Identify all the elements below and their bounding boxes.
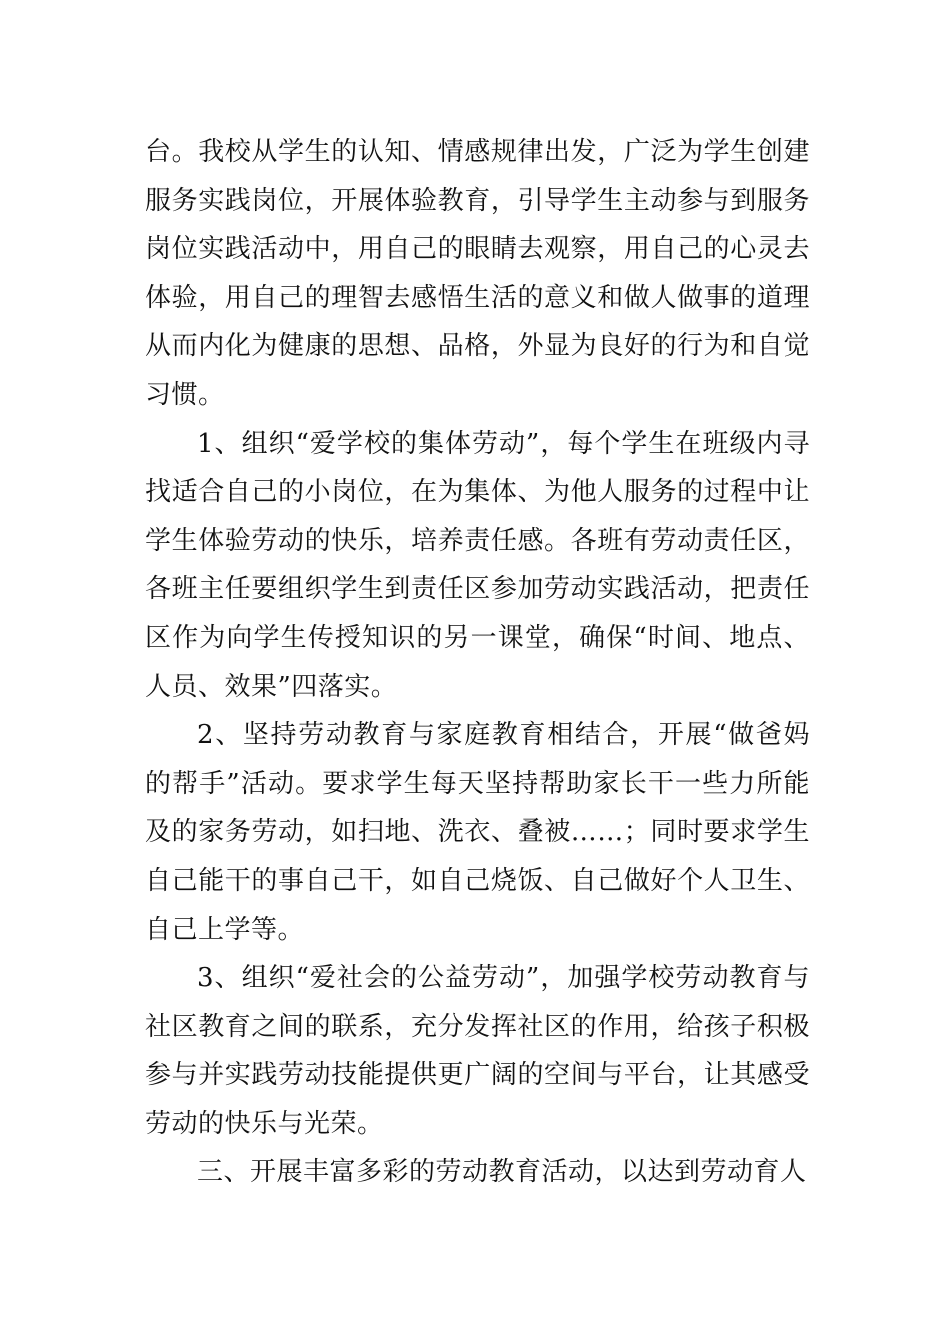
paragraph-item-3: 3、组织“爱社会的公益劳动”，加强学校劳动教育与社区教育之间的联系，充分发挥社区的作用，给孩子积极参与并实践劳动技能提供更广阔的空间与平台，让其感受劳动的快乐与光荣。 — [145, 963, 810, 1139]
paragraph-item-1: 1、组织“爱学校的集体劳动”，每个学生在班级内寻找适合自己的小岗位，在为集体、为他人服务的过程中让学生体验劳动的快乐，培养责任感。各班有劳动责任区，各班主任要组织学生到责任区参加劳动实践活动，把责任区作为向学生传授知识的另一课堂，确保“时间、地点、人员、效果”四落实。 — [145, 428, 810, 702]
paragraph-item-2: 2、坚持劳动教育与家庭教育相结合，开展“做爸妈的帮手”活动。要求学生每天坚持帮助家长干一些力所能及的家务劳动，如扫地、洗衣、叠被……；同时要求学生自己能干的事自己干，如自己烧饭、自己做好个人卫生、自己上学等。 — [145, 720, 810, 945]
section-heading-3: 三、开展丰富多彩的劳动教育活动，以达到劳动育人 — [197, 1157, 807, 1188]
body-text — [145, 128, 810, 1197]
paragraph-continuation: 台。我校从学生的认知、情感规律出发，广泛为学生创建服务实践岗位，开展体验教育，引导学生主动参与到服务岗位实践活动中，用自己的眼睛去观察，用自己的心灵去体验，用自己的理智去感悟生活的意义和做人做事的道理从而内化为健康的思想、品格，外显为良好的行为和自觉习惯。 — [145, 137, 810, 410]
